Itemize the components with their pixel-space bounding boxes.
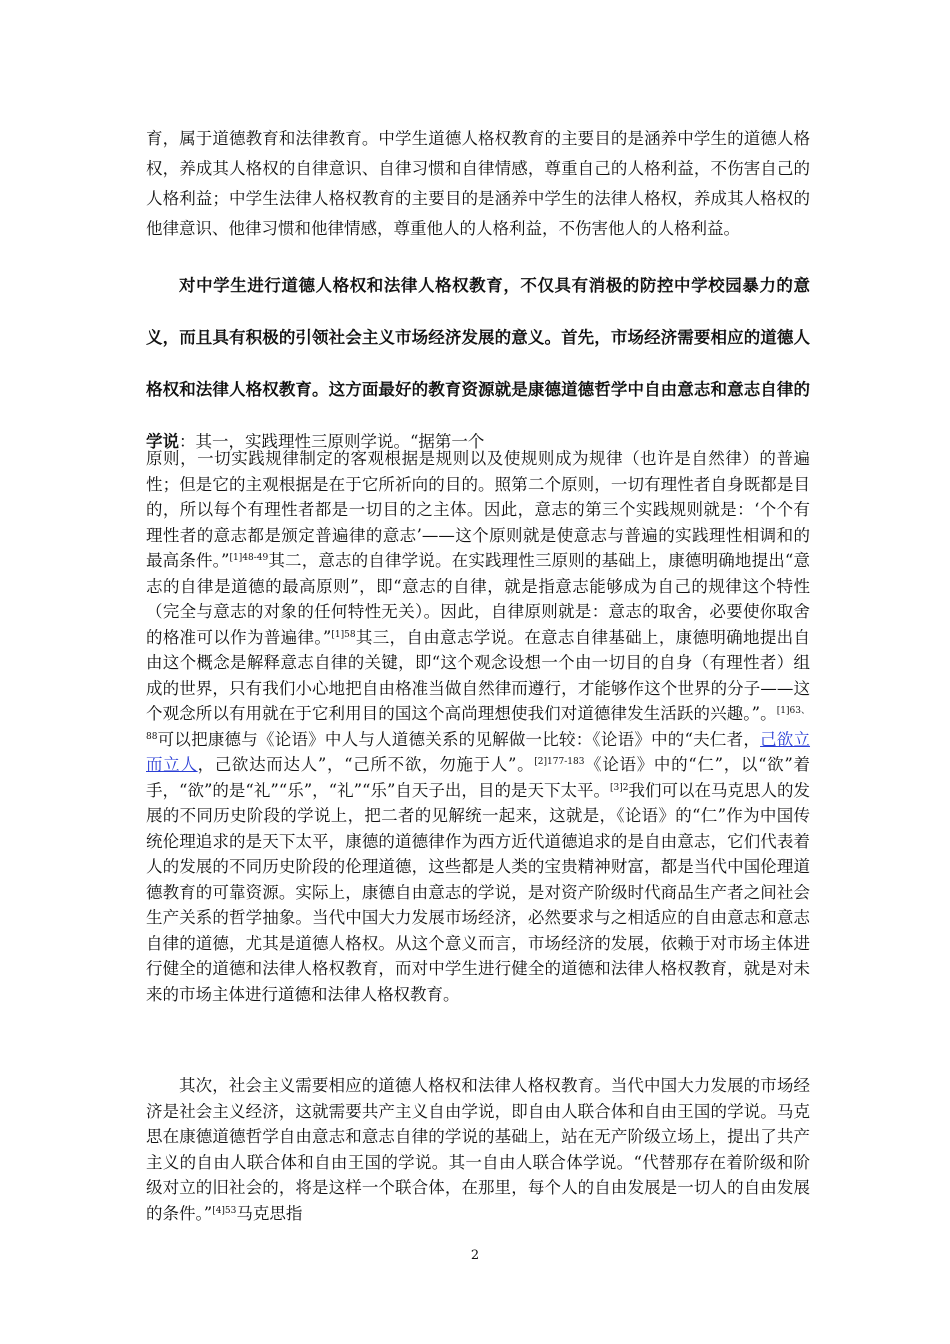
citation-ref-5: [3]2 <box>609 782 629 793</box>
paragraph-2-bold-text: 对中学生进行道德人格权和法律人格权教育，不仅具有消极的防控中学校园暴力的意义，而且具有积极的引领社会主义市场经济发展的意义。首先，市场经济需要相应的道德人格权和法律人格权教育。这方面最好的教育资源就是康德道德哲学中自由意志和意志自律的学说 <box>146 276 810 451</box>
paragraph-block-3 <box>146 446 810 1007</box>
paragraph-3 <box>146 446 810 1007</box>
paragraph-3-text-7: 我们可以在马克思人的发展的不同历史阶段的学说上，把二者的见解统一起来，这就是，《论语》的“仁”作为中国传统伦理追求的是天下太平，康德的道德律作为西方近代道德追求的是自由意志，它们代表着人的发展的不同历史阶段的伦理道德，这些都是人类的宝贵精神财富，都是当代中国伦理道德教育的可靠资源。实际上，康德自由意志的学说，是对资产阶级时代商品生产者之间社会生产关系的哲学抽象。当代中国大力发展市场经济，必然要求与之相适应的自由意志和意志自律的道德，尤其是道德人格权。从这个意义而言，市场经济的发展，依赖于对市场主体进行健全的道德和法律人格权教育，而对中学生进行健全的道德和法律人格权教育，就是对未来的市场主体进行道德和法律人格权教育。 <box>146 780 810 1004</box>
paragraph-3-text-1: 原则，一切实践规律制定的客观根据是规则以及使规则成为规律（也许是自然律）的普遍性；但是它的主观根据是在于它所祈向的目的。照第二个原则，一切有理性者自身既都是目的，所以每个有理性者都是一切目的之主体。因此，意志的第三个实践规则就是：‘个个有理性者的意志都是颁定普遍律的意志’——这个原则就是使意志与普遍的实践理性相调和的最高条件。” <box>146 449 810 570</box>
citation-ref-6: [4]53 <box>212 1205 237 1216</box>
paragraph-3-text-3: 其三，自由意志学说。在意志自律基础上，康德明确地提出自由这个概念是解释意志自律的关键，即“这个观念设想一个由一切目的自身（有理性者）组成的世界，只有我们小心地把自由格准当做自然律而遵行，才能够作这个世界的分子——这个观念所以有用就在于它利用目的国这个高尚理想使我们对道德律发生活跃的兴趣。”。 <box>146 627 811 723</box>
page-number: 2 <box>470 1248 480 1263</box>
paragraph-4 <box>146 1073 810 1226</box>
hyperlink-quote[interactable]: 己欲立而立人 <box>146 729 811 774</box>
paragraph-4-text-1: 其次，社会主义需要相应的道德人格权和法律人格权教育。当代中国大力发展的市场经济是社会主义经济，这就需要共产主义自由学说，即自由人联合体和自由王国的学说。马克思在康德道德哲学自由意志和意志自律的学说的基础上，站在无产阶级立场上，提出了共产主义的自由人联合体和自由王国的学说。其一自由人联合体学说。“代替那存在着阶级和阶级对立的旧社会的，将是这样一个联合体，在那里，每个人的自由发展是一切人的自由发展的条件。” <box>146 1076 810 1223</box>
paragraph-4-text-2: 马克思指 <box>236 1203 303 1223</box>
paragraph-2-normal-text: ：其一，实践理性三原则学说。“据第一个 <box>179 432 485 451</box>
paragraph-block-1 <box>146 124 810 244</box>
citation-ref-2: [1]58 <box>331 629 356 640</box>
paragraph-2 <box>146 260 810 468</box>
paragraph-3-text-5: ，己欲达而达人”，“己所不欲，勿施于人”。 <box>197 755 535 774</box>
citation-ref-1: [1]48-49 <box>229 553 269 563</box>
paragraph-3-text-2: 其二，意志的自律学说。在实践理性三原则的基础上，康德明确地提出“意志的自律是道德的最高原则”，即“意志的自律，就是指意志能够成为自己的规律这个特性（完全与意志的对象的任何特性无关）。因此，自律原则就是：意志的取舍，必要使你取舍的格准可以作为普遍律。” <box>146 551 810 647</box>
citation-ref-4: [2]177-183 <box>534 757 585 767</box>
citation-ref-3: [1]63、88 <box>146 706 811 742</box>
paragraph-block-4 <box>146 1073 810 1226</box>
paragraph-block-2 <box>146 260 810 468</box>
paragraph-3-text-6: 《论语》中的“仁”，以“欲”着手，“欲”的是“礼”“乐”，“礼”“乐”自天子出，目的是天下太平。 <box>146 755 810 800</box>
paragraph-3-text-4: 可以把康德与《论语》中人与人道德关系的见解做一比较：《论语》中的“夫仁者， <box>157 729 761 749</box>
paragraph-1: 育，属于道德教育和法律教育。中学生道德人格权教育的主要目的是涵养中学生的道德人格权，养成其人格权的自律意识、自律习惯和自律情感，尊重自己的人格利益，不伤害自己的人格利益；中学生法律人格权教育的主要目的是涵养中学生的法律人格权，养成其人格权的他律意识、他律习惯和他律情感，尊重他人的人格利益，不伤害他人的人格利益。 <box>146 129 810 238</box>
